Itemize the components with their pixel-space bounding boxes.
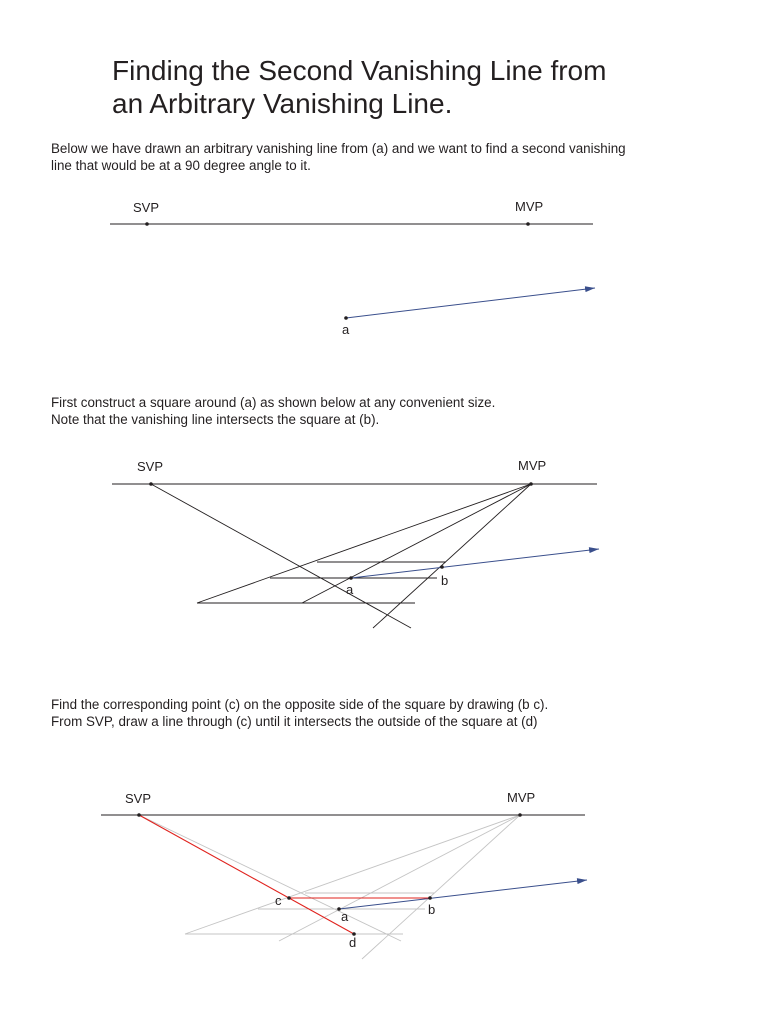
point-b-label: b <box>428 902 436 917</box>
mvp-ray-back <box>197 484 531 603</box>
step2-line-2: From SVP, draw a line through (c) until it intersects the outside of the square at (d) <box>51 714 538 729</box>
vanishing-line <box>351 549 599 578</box>
svp-diagonal <box>151 484 411 628</box>
mvp-label: MVP <box>515 199 544 214</box>
point-b-label: b <box>441 573 449 588</box>
point-a-label: a <box>341 909 349 924</box>
mvp-ray-middle <box>302 484 531 603</box>
arbitrary-vanishing-line <box>346 288 595 318</box>
svp-point <box>137 813 141 817</box>
page-title <box>112 54 732 120</box>
mvp-point <box>518 813 522 817</box>
point-a <box>344 316 348 320</box>
point-c <box>287 896 291 900</box>
mvp-label: MVP <box>507 790 536 805</box>
faded-mvp-ray-middle <box>279 815 520 941</box>
figure-2-square-construction <box>0 450 768 640</box>
intro-line-1: Below we have drawn an arbitrary vanishing line from (a) and we want to find a second vanishing <box>51 141 626 156</box>
vanishing-line <box>339 880 587 909</box>
faded-svp-diagonal <box>139 815 401 941</box>
step2-paragraph <box>51 696 751 730</box>
point-d-label: d <box>349 935 357 950</box>
point-c-label: c <box>275 893 282 908</box>
svp-label: SVP <box>133 200 160 215</box>
mvp-point <box>529 482 533 486</box>
faded-mvp-ray-back <box>185 815 520 934</box>
title-line-2: an Arbitrary Vanishing Line. <box>112 88 453 119</box>
point-b <box>440 565 444 569</box>
point-a-label: a <box>346 582 354 597</box>
svp-point <box>145 222 149 226</box>
line-svp-through-c-to-d <box>139 815 354 934</box>
figure-3-corresponding-point <box>0 780 768 970</box>
svp-label: SVP <box>125 791 152 806</box>
faded-mvp-ray-front <box>362 815 520 959</box>
step1-paragraph <box>51 394 751 428</box>
point-b <box>428 896 432 900</box>
mvp-point <box>526 222 530 226</box>
mvp-label: MVP <box>518 458 547 473</box>
point-a <box>349 576 353 580</box>
point-a-label: a <box>342 322 350 337</box>
intro-paragraph <box>51 140 751 174</box>
step1-line-1: First construct a square around (a) as shown below at any convenient size. <box>51 395 496 410</box>
figure-1-vanishing-line <box>0 190 768 350</box>
step1-line-2: Note that the vanishing line intersects the square at (b). <box>51 412 380 427</box>
step2-line-1: Find the corresponding point (c) on the opposite side of the square by drawing (b c). <box>51 697 549 712</box>
intro-line-2: line that would be at a 90 degree angle to it. <box>51 158 311 173</box>
svp-label: SVP <box>137 459 164 474</box>
title-line-1: Finding the Second Vanishing Line from <box>112 55 607 86</box>
svp-point <box>149 482 153 486</box>
mvp-ray-front <box>373 484 531 628</box>
